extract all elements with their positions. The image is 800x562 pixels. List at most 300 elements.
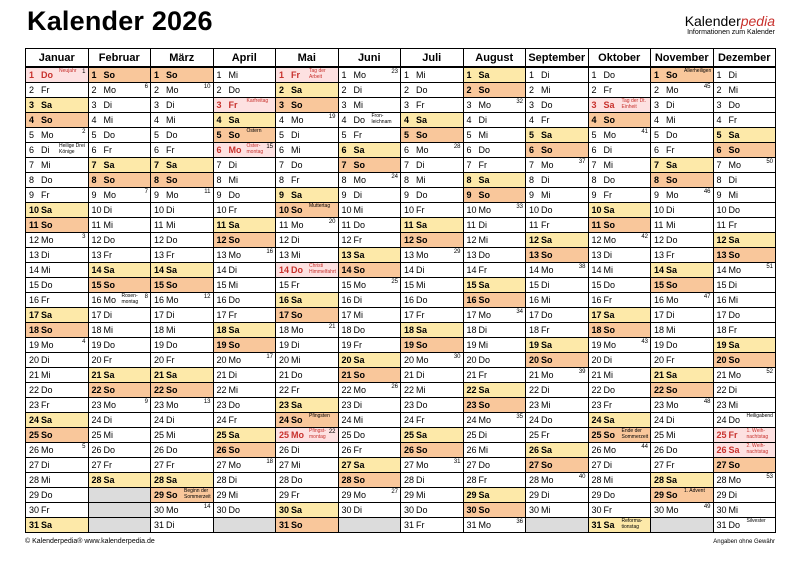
day-number: 17 [529,310,540,320]
day-cell [401,518,464,533]
day-number: 14 [216,265,227,275]
day-cell [151,263,214,278]
weekday: So [291,415,303,425]
weekday: Di [603,355,612,365]
day-cell [213,308,276,323]
day-cell [338,368,401,383]
day-cell [713,218,776,233]
day-cell [276,323,339,338]
day-number: 4 [529,115,535,125]
day-number: 25 [404,430,415,440]
weekday: Mo [728,475,742,485]
day-cell [463,203,526,218]
day-cell [276,473,339,488]
day-cell [651,368,714,383]
week-number: 34 [516,309,523,315]
weekday: Mo [353,70,367,80]
day-cell [88,323,151,338]
weekday: Mi [228,70,238,80]
day-cell [26,128,89,143]
day-number: 9 [466,190,472,200]
day-cell [651,503,714,518]
weekday: Sa [416,430,428,440]
weekday: Mo [228,145,242,155]
day-cell [276,488,339,503]
day-cell [588,203,651,218]
day-cell [151,443,214,458]
day-cell [26,158,89,173]
weekday: Do [103,340,116,350]
weekday: Do [666,235,678,245]
day-number: 9 [91,190,97,200]
weekday: So [666,385,678,395]
week-number: 37 [578,159,586,165]
day-cell [401,173,464,188]
month-header: Oktober [588,49,651,68]
day-cell [26,218,89,233]
weekday: Do [353,430,366,440]
weekday: Mo [41,445,54,455]
day-number: 10 [216,205,227,215]
day-cell [151,488,214,503]
weekday: So [541,355,553,365]
day-cell [463,263,526,278]
weekday: Sa [603,520,615,530]
day-cell [26,518,89,533]
day-cell [713,293,776,308]
weekday: Mo [41,235,54,245]
day-cell [276,173,339,188]
day-cell [526,173,589,188]
day-number: 25 [29,430,40,440]
day-number: 26 [29,445,40,455]
day-cell [713,518,776,533]
weekday: Di [666,205,675,215]
week-number: 26 [391,384,398,390]
day-number: 3 [91,100,97,110]
weekday: Do [478,145,491,155]
weekday: Di [728,490,737,500]
day-number: 21 [529,370,540,380]
week-number: 14 [203,504,211,510]
day-number: 30 [529,505,540,515]
weekday: Di [353,505,362,515]
weekday: Fr [666,460,675,470]
day-cell [526,263,589,278]
day-cell [88,353,151,368]
day-number: 17 [91,310,102,320]
day-row [26,368,776,383]
weekday: So [416,130,428,140]
day-number: 14 [154,265,165,275]
day-number: 20 [466,355,477,365]
day-number: 25 [279,430,290,440]
day-cell [463,218,526,233]
day-cell [401,338,464,353]
weekday: So [728,145,741,155]
day-number: 10 [654,205,665,215]
week-number: 25 [391,279,398,285]
weekday: Do [416,400,428,410]
day-cell [338,233,401,248]
weekday: Mi [541,295,551,305]
day-number: 17 [279,310,290,320]
day-cell [338,173,401,188]
day-cell [338,443,401,458]
day-number: 29 [591,490,602,500]
day-number: 12 [654,235,665,245]
day-number: 12 [29,235,40,245]
day-cell [588,398,651,413]
day-cell [26,233,89,248]
weekday: Do [291,475,303,485]
day-number: 12 [466,235,477,245]
day-number: 28 [466,475,477,485]
day-cell [151,158,214,173]
day-row [26,128,776,143]
weekday: Sa [166,160,178,170]
weekday: Do [728,100,741,110]
holiday-note: Tag der Dt. Einheit [621,98,646,110]
weekday: Mo [478,520,492,530]
weekday: So [228,340,241,350]
day-cell [88,188,151,203]
weekday: Fr [166,460,175,470]
day-cell [276,368,339,383]
day-number: 15 [716,280,727,290]
weekday: Do [603,280,616,290]
weekday: Do [166,340,178,350]
day-cell [713,428,776,443]
weekday: Di [541,70,550,80]
weekday: Do [166,235,178,245]
day-cell [463,98,526,113]
weekday: Do [41,70,53,80]
holiday-note: Muttertag [309,203,331,209]
weekday: Mi [666,115,676,125]
day-cell [151,428,214,443]
month-header: Juni [338,49,401,68]
day-cell [526,338,589,353]
weekday: Fr [416,205,425,215]
weekday: Mi [291,355,301,365]
day-cell [26,368,89,383]
day-number: 14 [404,265,415,275]
day-cell [526,458,589,473]
day-number: 9 [716,190,722,200]
weekday: So [291,100,303,110]
day-number: 8 [654,175,660,185]
weekday: Sa [228,220,240,230]
week-number: 28 [453,144,461,150]
day-cell [526,488,589,503]
day-number: 4 [29,115,35,125]
day-cell [713,173,776,188]
day-cell [401,383,464,398]
day-cell [276,338,339,353]
day-number: 24 [29,415,40,425]
weekday: Sa [291,190,303,200]
weekday: Mi [541,190,551,200]
weekday: Do [541,415,553,425]
weekday: Sa [478,490,490,500]
day-number: 23 [716,400,727,410]
day-number: 21 [154,370,165,380]
day-cell [651,233,714,248]
day-cell [213,173,276,188]
weekday: Sa [353,460,365,470]
weekday: So [603,325,616,335]
day-cell [213,143,276,158]
weekday: Sa [728,340,740,350]
weekday: Fr [416,100,425,110]
day-cell [651,323,714,338]
week-number: 40 [578,474,586,480]
weekday: Sa [478,70,490,80]
day-cell [213,428,276,443]
weekday: Sa [603,100,615,110]
day-cell [651,173,714,188]
weekday: Fr [166,250,175,260]
weekday: Mo [291,430,304,440]
day-cell [651,113,714,128]
weekday: Fr [478,475,487,485]
day-number: 15 [591,280,602,290]
day-cell [213,443,276,458]
day-cell [713,67,776,83]
day-cell [401,263,464,278]
weekday: Fr [541,325,550,335]
day-number: 25 [654,430,665,440]
week-number: 17 [266,354,273,360]
day-number: 6 [29,145,35,155]
day-number: 11 [341,220,351,230]
day-number: 14 [279,265,290,275]
week-number: 32 [516,99,523,105]
weekday: Mo [666,295,679,305]
day-row [26,398,776,413]
day-cell [26,83,89,98]
day-cell [401,158,464,173]
day-number: 28 [216,475,227,485]
day-number: 9 [654,190,660,200]
day-number: 23 [529,400,540,410]
weekday: Di [41,250,50,260]
day-number: 24 [341,415,352,425]
weekday: So [603,115,616,125]
day-number: 21 [654,370,665,380]
weekday: Sa [478,385,490,395]
day-cell [151,308,214,323]
day-cell [463,173,526,188]
day-cell [26,248,89,263]
day-cell [26,293,89,308]
weekday: Do [41,490,53,500]
day-cell [151,503,214,518]
day-number: 26 [654,445,665,455]
day-number: 26 [216,445,227,455]
week-number: 52 [766,369,773,375]
week-number: 4 [82,339,86,345]
day-cell [213,368,276,383]
day-cell [276,518,339,533]
weekday: Do [41,385,53,395]
weekday: Mo [478,415,492,425]
weekday: Sa [228,115,240,125]
day-cell [713,203,776,218]
day-cell [401,368,464,383]
day-number: 22 [216,385,227,395]
day-cell [26,188,89,203]
day-cell [151,128,214,143]
weekday: Fr [603,85,612,95]
day-row [26,293,776,308]
day-number: 27 [466,460,477,470]
weekday: Mo [103,295,117,305]
weekday: So [353,160,366,170]
day-number: 1 [91,70,97,80]
day-number: 23 [29,400,40,410]
day-row [26,278,776,293]
day-cell [588,188,651,203]
weekday: Di [353,295,362,305]
weekday: So [103,385,116,395]
day-number: 16 [654,295,665,305]
weekday: Mo [41,130,54,140]
weekday: Di [41,460,50,470]
day-cell [526,368,589,383]
day-number: 8 [341,175,347,185]
day-cell [713,368,776,383]
weekday: Do [353,115,366,125]
day-number: 20 [91,355,102,365]
day-cell [151,83,214,98]
weekday: So [291,520,303,530]
day-cell [88,398,151,413]
day-number: 12 [341,235,352,245]
day-cell [588,218,651,233]
day-row [26,143,776,158]
day-number: 3 [29,100,35,110]
weekday: Sa [41,205,53,215]
day-cell [526,218,589,233]
day-cell [26,203,89,218]
empty-cell [88,518,151,533]
day-cell [463,158,526,173]
day-number: 13 [91,250,102,260]
day-cell [526,233,589,248]
day-cell [276,458,339,473]
day-cell [588,518,651,533]
day-cell [401,443,464,458]
day-number: 9 [216,190,222,200]
day-number: 2 [29,85,35,95]
day-number: 12 [591,235,602,245]
weekday: Sa [416,115,428,125]
day-number: 14 [466,265,477,275]
weekday: Fr [728,325,737,335]
weekday: Mo [166,295,179,305]
day-number: 17 [716,310,727,320]
weekday: Di [103,205,112,215]
weekday: Sa [666,160,678,170]
day-cell [26,443,89,458]
week-number: 41 [641,129,648,135]
day-cell [88,383,151,398]
weekday: Do [103,130,116,140]
weekday: Sa [41,100,53,110]
day-cell [463,473,526,488]
day-number: 19 [404,340,415,350]
weekday: Fr [603,400,612,410]
day-number: 21 [216,370,227,380]
month-header: Juli [401,49,464,68]
weekday: Di [478,115,487,125]
day-number: 24 [404,415,415,425]
day-number: 13 [591,250,602,260]
day-number: 13 [716,250,727,260]
weekday: Mo [666,505,679,515]
day-row [26,503,776,518]
day-cell [151,278,214,293]
day-cell [401,233,464,248]
week-number: 8 [144,294,148,300]
day-number: 7 [716,160,722,170]
day-number: 12 [91,235,102,245]
day-row [26,488,776,503]
day-cell [151,233,214,248]
weekday: Do [666,340,678,350]
day-cell [276,398,339,413]
weekday: Mi [41,160,51,170]
day-number: 2 [466,85,472,95]
day-number: 10 [716,205,727,215]
day-cell [588,158,651,173]
weekday: Sa [228,325,240,335]
day-number: 6 [591,145,597,155]
day-cell [651,128,714,143]
day-cell [713,143,776,158]
day-number: 10 [404,205,415,215]
weekday: So [103,175,116,185]
weekday: Mo [228,460,242,470]
day-number: 30 [216,505,227,515]
day-cell [651,263,714,278]
weekday: Fr [603,505,612,515]
weekday: So [541,250,553,260]
day-cell [651,98,714,113]
day-cell [338,113,401,128]
day-cell [276,293,339,308]
day-number: 31 [279,520,290,530]
day-cell [713,233,776,248]
day-cell [588,353,651,368]
day-number: 1 [466,70,472,80]
weekday: So [478,400,491,410]
weekday: Sa [103,160,115,170]
day-row [26,248,776,263]
day-cell [151,398,214,413]
day-number: 20 [341,355,352,365]
day-number: 28 [529,475,540,485]
weekday: Sa [666,265,678,275]
weekday: So [103,280,116,290]
day-number: 16 [529,295,540,305]
holiday-note: Heilige Drei Könige [59,143,85,155]
day-number: 29 [404,490,415,500]
day-cell [588,368,651,383]
day-number: 3 [654,100,660,110]
